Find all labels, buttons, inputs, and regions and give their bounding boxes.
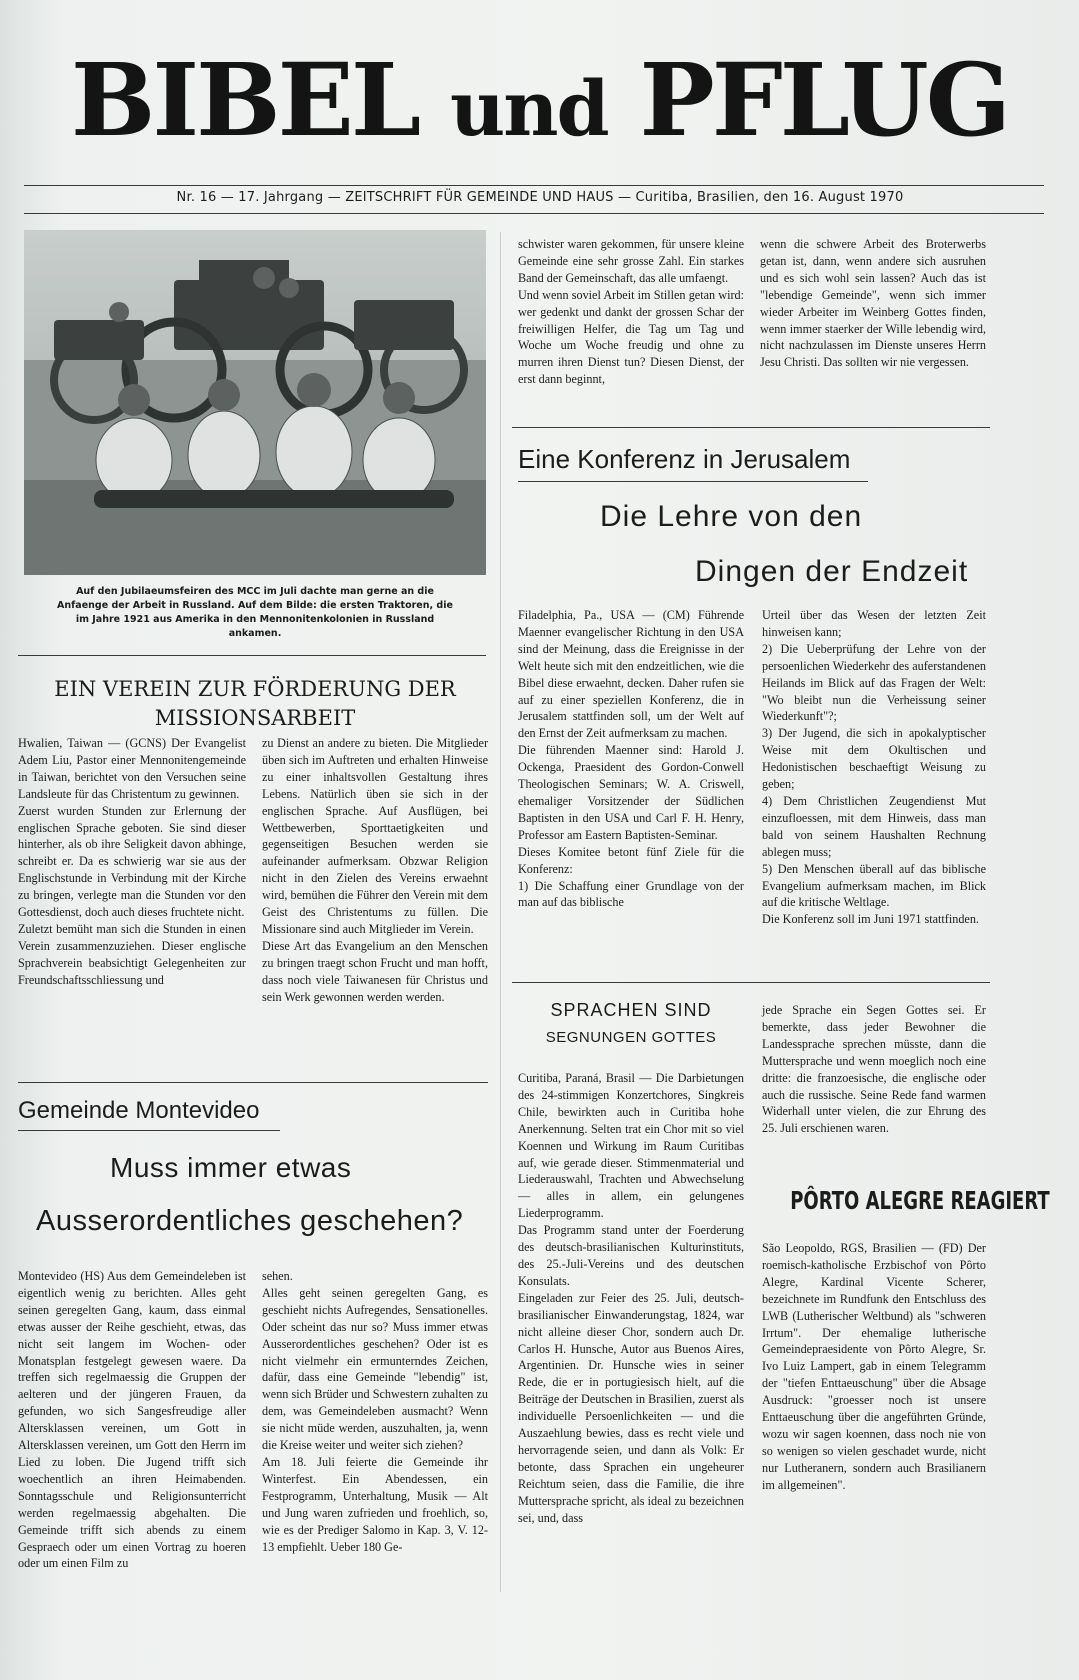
- photo-caption: Auf den Jubilaeumsfeiren des MCC im Juli dachte man gerne an die Anfaenge der Arbeit in Russland. Auf dem Bilde: die ersten Traktoren, die im Jahre 1921 aus Amerika in den Mennonitenkolonien in Russland ankamen.: [57, 586, 453, 639]
- kicker-konferenz-underline: [518, 481, 868, 482]
- headline-montevideo-line1: Muss immer etwas: [110, 1152, 352, 1183]
- article-continuation-col2: [760, 236, 986, 371]
- article-montevideo-col2: sehen. Alles geht seinen geregelten Gang, es geschieht nichts Aufregendes, Sensationelles. Oder scheint das nur so? Muss immer etwas Ausserordentliches geschehen? Oder ist es nicht vielmehr ein ermunterndes Zeichen, dafür, dass eine Gemeinde "lebendig" ist, wenn sich Brüder und Schwestern zuhalten zu dem, was Gemeindeleben ausmacht? Wenn sie nicht müde werden, auszuhalten, ja, wenn die Kreise weiter und weiter sich ziehen? Am 18. Juli feierte die Gemeinde ihr Winterfest. Ein Abendessen, ein Festprogramm, Unterhaltung, Musik — Alt und Jung waren zufrieden und froehlich, so, wie es der Prediger Salomo in Kap. 3, V. 12-13 empfiehlt. Ueber 180 Ge-: [262, 1269, 488, 1554]
- article-konferenz-col2: Urteil über das Wesen der letzten Zeit hinweisen kann; 2) Die Ueberprüfung der Lehre von der persoenlichen Wiederkehr des auferstandenen Heilands im Blick auf das Fragen der Welt: "Wo bleibt nun die Verheissung seiner Wiederkunft"?; 3) Der Jugend, die sich in apokalyptischer Weise mit dem Okultischen und Hedonistischen beschaeftigt Weisung zu geben; 4) Dem Christlichen Zeugendienst Mut einzufloessen, mit dem Hinweis, dass man bald von seinem Haushalten Rechnung ablegen muss; 5) Den Menschen überall auf das biblische Evangelium aufmerksam machen, im Blick auf die kritische Weltlage. Die Konferenz soll im Juni 1971 stattfinden.: [762, 608, 986, 927]
- article-sprachen-col1: Curitiba, Paraná, Brasil — Die Darbietungen des 24-stimmigen Konzertchores, Singkreis Chile, bewirkten auch in Curitiba hohe Anerkennung. Selten trat ein Chor mit so viel Koennen und Wirkung im Raum Curitibas auf, wie gerade dieser. Stimmenmaterial und Liederauswahl, Trachten und Abwechselung — alles in allem, ein gelungenes Liederprogramm. Das Programm stand unter der Foerderung des deutsch-brasilianischen Kulturinstituts, des 25.-Juli-Vereins und des deutschen Konsulats. Eingeladen zur Feier des 25. Juli, deutsch-brasilianischer Einwanderungstag, 1824, war nicht alleine dieser Chor, sondern auch Dr. Carlos H. Hunsche, Autor aus Buenos Aires, Argentinien. Dr. Hunsche wies in seiner Rede, die er in portugiesisch hielt, auf die Beiträge der Deutschen in Brasilien, zuerst als individuelle Persoenlichkeiten — und die Auszaehlung bewies, dass es recht viele und hervorragende seien, und dann als Volk: Er betonte, dass Sprachen ein ungeheurer Reichtum seien, dass die Familie, die ihre Muttersprache spricht, als ideal zu bezeichnen sei, und, dass: [518, 1071, 744, 1525]
- masthead: [0, 41, 1079, 159]
- article-porto-alegre: São Leopoldo, RGS, Brasilien — (FD) Der roemisch-katholische Erzbischof von Pôrto Alegre, Kardinal Vicente Scherer, bezeichnete im Rundfunk den Entschluss des LWB (Lutherischer Weltbund) als "schweren Irrtum". Der ehemalige lutherische Gemeindepraesidente von Pôrto Alegre, Sr. Ivo Luiz Lampert, gab in einem Telegramm der "tiefen Enttaeuschung" über die Absage Ausdruck: "groesser noch ist unsere Enttaeuschung über die angeführten Gründe, wozu wir sagen koennen, dass noch nie von so wenigen so vielen geschadet wurde, nicht nur Lutheranern, sondern auch Brasilianern im allgemeinen".: [762, 1241, 986, 1492]
- masthead-title-und: und: [450, 64, 608, 153]
- masthead-rule-bottom: [24, 213, 1044, 214]
- article-sprachen-col2: jede Sprache ein Segen Gottes sei. Er bemerkte, dass jeder Bewohner die Landessprache sprechen müsste, dann die Muttersprache und wenn moeglich noch eine dritte: die franzoesische, die englische oder auch die russische. Seine Rede fand warmen Widerhall unter vielen, die zur Ehrung des 25. Juli erschienen waren.: [762, 1003, 986, 1136]
- issue-info-line: Nr. 16 — 17. Jahrgang — ZEITSCHRIFT FÜR GEMEINDE UND HAUS — Curitiba, Brasilien, den 16. August 1970: [176, 190, 904, 205]
- kicker-montevideo-underline: [18, 1130, 280, 1131]
- article-montevideo-col1: Montevideo (HS) Aus dem Gemeindeleben ist eigentlich wenig zu berichten. Alles geht seinen geregelten Gang, kaum, dass einmal etwas ausser der Reihe geschieht, etwas, das nicht seit langem im Wochen- oder Monatsplan festgelegt gewesen waere. Da treffen sich regelmaessig die Gruppen der aelteren und der jüngeren Frauen, da gefunden, wo sich Sangesfreudige aller Altersklassen vereinen, um Gott in Altersklassen vereinen, um Gott den Herrn im Lied zu loben. Die Jugend trifft sich woechentlich an ihren Heimabenden. Sonntagsschule und Religionsunterricht werden regelmaessig abgehalten. Die Gemeinde trifft sich abends zu einem Gespraech oder um einen Vortrag zu hoeren oder um einen Film zu: [18, 1269, 246, 1571]
- masthead-title-bibel: BIBEL: [70, 41, 419, 159]
- headline-konferenz-line2: Dingen der Endzeit: [695, 555, 969, 588]
- article-continuation-col1-text: schwister waren gekommen, für unsere kleine Gemeinde eine sehr grosse Zahl. Ein starkes Band der Gemeinschaft, das alle umfaengt. Und wenn soviel Arbeit im Stillen getan wird: wer gedenkt und dankt der grossen Schar der freiwilligen Helfer, die Tag um Tag und Woche um Woche freudig und ohne zu murren ihren Dienst tun? Diesen Dienst, der erst dann beginnt,: [518, 237, 744, 387]
- headline-verein: EIN VEREIN ZUR FÖRDERUNG DER MISSIONSARBEIT: [54, 677, 456, 730]
- article-continuation-col1: [518, 236, 744, 388]
- headline-porto-alegre: PÔRTO ALEGRE REAGIERT: [790, 1186, 1050, 1215]
- kicker-konferenz: Eine Konferenz in Jerusalem: [518, 444, 851, 474]
- headline-sprachen-line1: SPRACHEN SIND: [550, 1000, 712, 1020]
- headline-konferenz-line1: Die Lehre von den: [600, 500, 863, 533]
- article-konferenz-col1: Filadelphia, Pa., USA — (CM) Führende Maenner evangelischer Richtung in den USA sind der Meinung, dass die Ereignisse in der Welt heute sich mit den endzeitlichen, wie die Bibel diese erwaehnt, decken. Daher rufen sie auf zu einer speziellen Konferenz, die in Jerusalem stattfinden soll, um der Welt auf den Ernst der Zeit aufmerksam zu machen. Die führenden Maenner sind: Harold J. Ockenga, Praesident des Gordon-Conwell Theologischen Seminars; W. A. Criswell, ehemaliger Vorsitzender der Südlichen Baptisten in den USA und Carl F. H. Henry, Professor am Eastern Baptisten-Seminar. Dieses Komitee betont fünf Ziele für die Konferenz: 1) Die Schaffung einer Grundlage von der man auf das biblische: [518, 608, 744, 910]
- headline-montevideo-line2: Ausserordentliches geschehen?: [36, 1205, 464, 1237]
- photo-tractors: [24, 230, 486, 575]
- rule-below-verein: [18, 1082, 488, 1083]
- masthead-title-pflug: PFLUG: [639, 41, 1009, 159]
- tractor-photo-illustration: [24, 230, 486, 575]
- rule-below-caption: [18, 655, 486, 656]
- masthead-rule-top: [24, 185, 1044, 186]
- headline-sprachen-line2: SEGNUNGEN GOTTES: [545, 1029, 717, 1046]
- article-continuation-col2-text: wenn die schwere Arbeit des Broterwerbs getan ist, dann, wenn andere sich ausruhen und es sich wohl sein lassen? Auch das ist "lebendige Gemeinde", wenn sich immer wieder Arbeiter im Weinberg Gottes finden, wenn immer staerker der Wille lebendig wird, nicht nachzulassen im Dienste unseres Herrn Jesu Christi. Das sollten wir nie vergessen.: [760, 237, 986, 370]
- rule-below-konferenz: [512, 982, 990, 983]
- article-verein-col1: Hwalien, Taiwan — (GCNS) Der Evangelist Adem Liu, Pastor einer Mennonitengemeinde in Taiwan, berichtet von den Versuchen seine Landsleute für das Christentum zu gewinnen. Zuerst wurden Stunden zur Erlernung der englischen Sprache geboten. Sie sind dieser hinterher, als ob ihre Seligkeit davon abhinge, schreibt er. Da es schwierig war sie aus der Englischstunde in Verbindung mit der Kirche zu bringen, verlegte man die Stunden vor den Gottesdienst, doch auch dieses fruchtete nicht. Zuletzt bemüht man sich die Stunden in einen Verein zusammenzuziehen. Dieser englische Sprachverein beabsichtigt Gelegenheiten zur Freundschaftsschliessung und: [18, 736, 246, 987]
- rule-top-right: [512, 427, 990, 428]
- article-verein-col2: zu Dienst an andere zu bieten. Die Mitglieder üben sich im Auftreten und erhalten Hinweise zu einer inhaltsvollen Gestaltung ihres Lebens. Natürlich üben sie sich in der englischen Sprache. Auf Ausflügen, bei Wettbewerben, Sporttaetigkeiten und gegenseitigen Besuchen werden sie aufeinander aufmerksam. Obzwar Religion nicht in den Zielen des Vereins erwaehnt wird, bemühen die Führer den Verein mit dem Geist des Christentums zu füllen. Die Missionare sind auch Mitglieder im Verein. Diese Art das Evangelium an den Menschen zu bringen traegt schon Frucht und man hofft, dass noch viele Taiwanesen für Christus und sein Werk gewonnen werden werden.: [262, 736, 488, 1004]
- column-separator: [500, 232, 501, 1592]
- kicker-montevideo: Gemeinde Montevideo: [18, 1097, 260, 1124]
